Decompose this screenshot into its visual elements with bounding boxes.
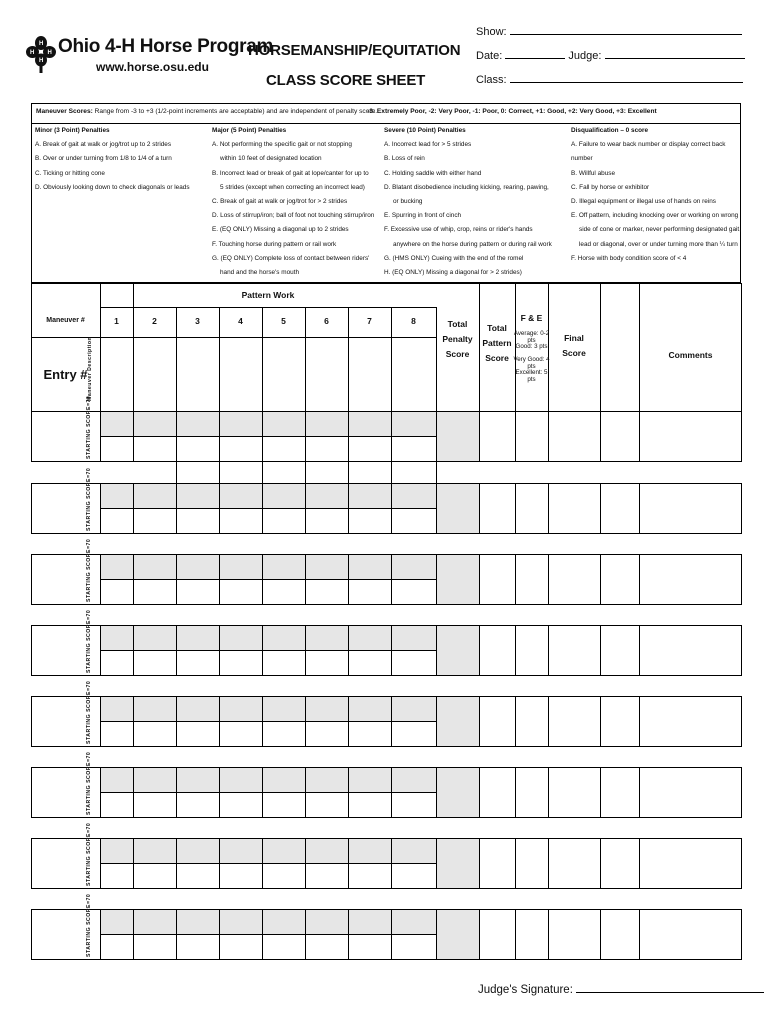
table-rule (31, 411, 32, 462)
severe-penalties (384, 124, 552, 280)
entry-mid-rule (100, 650, 436, 651)
table-rule (639, 696, 640, 747)
severe-item: F. Excessive use of whip, crop, reins or rider's hands (384, 226, 533, 234)
starting-score-label: STARTING SCORE=70 (86, 395, 92, 459)
maneuver-number: 5 (281, 316, 286, 326)
table-rule (741, 625, 742, 676)
table-rule (548, 909, 549, 960)
judge-signature-line[interactable] (576, 982, 764, 993)
shaded-cell (392, 484, 436, 508)
shaded-cell (349, 412, 391, 436)
table-rule (515, 625, 516, 676)
major-title: Major (5 Point) Penalties (212, 127, 287, 134)
table-rule (479, 909, 480, 960)
entry-mid-rule (100, 579, 436, 580)
table-rule (436, 625, 437, 676)
shaded-cell (177, 484, 219, 508)
table-rule (600, 411, 601, 462)
maneuver-scores-note (36, 108, 377, 115)
shaded-cell (306, 697, 348, 721)
starting-score-label: STARTING SCORE=70 (86, 680, 92, 744)
shaded-cell (177, 555, 219, 579)
shaded-cell (437, 910, 479, 959)
table-rule (639, 909, 640, 960)
table-rule (31, 767, 32, 818)
table-rule (548, 696, 549, 747)
shaded-cell (437, 555, 479, 604)
date-judge-field[interactable] (476, 48, 745, 62)
severe-item: E. Spurring in front of cinch (384, 212, 462, 220)
maneuver-score-scale: -3: Extremely Poor, -2: Very Poor, -1: Poor, 0: Correct, +1: Good, +2: Very Good, +3: Excellent (367, 108, 657, 115)
score-table (31, 283, 742, 993)
shaded-cell (177, 768, 219, 792)
final-score-label: Final (564, 333, 584, 343)
shaded-cell (392, 839, 436, 863)
table-rule (515, 554, 516, 605)
entry-block-bottom (31, 746, 742, 747)
dq-item: lead or diagonal, over or under turning more than ¼ turn (579, 240, 738, 248)
shaded-cell (134, 839, 176, 863)
table-rule (548, 483, 549, 534)
website: www.horse.osu.edu (96, 60, 209, 74)
entry-block-bottom (31, 817, 742, 818)
severe-item: H. (EQ ONLY) Missing a diagonal for > 2 strides) (384, 269, 522, 277)
table-rule (31, 625, 32, 676)
major-item: 5 strides (except when correcting an incorrect lead) (220, 183, 365, 191)
maneuver-number: 6 (324, 316, 329, 326)
entry-mid-rule (100, 436, 436, 437)
class-field[interactable] (476, 72, 743, 86)
shaded-cell (134, 697, 176, 721)
title-line-2: CLASS SCORE SHEET (266, 72, 426, 89)
shaded-cell (220, 484, 262, 508)
shaded-cell (101, 412, 133, 436)
class-line[interactable] (510, 72, 743, 83)
shaded-cell (349, 626, 391, 650)
total-pattern-label: Total (487, 323, 507, 333)
shaded-cell (177, 839, 219, 863)
judge-line[interactable] (605, 48, 745, 59)
shaded-cell (306, 768, 348, 792)
table-rule (31, 909, 32, 960)
dq-item: A. Failure to wear back number or display correct back (571, 141, 726, 149)
table-rule (515, 483, 516, 534)
shaded-cell (220, 626, 262, 650)
table-rule (479, 411, 480, 462)
table-rule (639, 838, 640, 889)
table-rule (600, 838, 601, 889)
table-rule (479, 696, 480, 747)
table-rule (639, 554, 640, 605)
shaded-cell (177, 626, 219, 650)
minor-item: B. Over or under turning from 1/8 to 1/4 of a turn (35, 155, 172, 163)
total-pattern-label: Pattern (482, 338, 512, 348)
table-rule (741, 767, 742, 818)
severe-item: G. (HMS ONLY) Cueing with the end of the romel (384, 254, 524, 262)
table-rule (515, 696, 516, 747)
shaded-cell (349, 768, 391, 792)
table-rule (548, 411, 549, 462)
starting-score-label: STARTING SCORE=70 (86, 751, 92, 815)
severe-item: C. Holding saddle with either hand (384, 169, 482, 177)
shaded-cell (220, 910, 262, 934)
dq-item: number (571, 155, 593, 163)
shaded-cell (306, 484, 348, 508)
show-field[interactable] (476, 24, 742, 38)
svg-text:H: H (39, 58, 44, 64)
shaded-cell (437, 484, 479, 533)
table-rule (600, 625, 601, 676)
major-item: E. (EQ ONLY) Missing a diagonal up to 2 strides (212, 226, 349, 234)
shaded-cell (134, 768, 176, 792)
entry-block-bottom (31, 959, 742, 960)
shaded-cell (263, 768, 305, 792)
shaded-cell (220, 555, 262, 579)
table-rule (436, 483, 437, 534)
shaded-cell (349, 697, 391, 721)
table-rule (600, 767, 601, 818)
shaded-cell (392, 697, 436, 721)
fe-line: Excellent: 5 pts (515, 369, 548, 383)
show-label: Show: (476, 26, 507, 38)
table-rule (436, 838, 437, 889)
maneuver-description-label: Maneuver Description (87, 336, 93, 401)
minor-penalties (35, 124, 190, 195)
starting-score-label: STARTING SCORE=70 (86, 822, 92, 886)
shaded-cell (177, 910, 219, 934)
entry-mid-rule (100, 508, 436, 509)
shaded-cell (306, 910, 348, 934)
dq-item: side of cone or marker, never performing designated gait, (579, 226, 741, 234)
maneuver-number: 4 (238, 316, 243, 326)
table-rule (548, 554, 549, 605)
entry-mid-rule (100, 792, 436, 793)
table-rule (436, 767, 437, 818)
shaded-cell (392, 768, 436, 792)
starting-score-label: STARTING SCORE=70 (86, 609, 92, 673)
maneuver-number: 2 (152, 316, 157, 326)
date-label: Date: (476, 50, 503, 62)
total-penalty-label: Score (445, 349, 470, 359)
maneuver-number: 1 (114, 316, 119, 326)
dq-title: Disqualification – 0 score (571, 127, 649, 134)
disqualifications (571, 124, 741, 266)
shaded-cell (134, 484, 176, 508)
table-rule (639, 483, 640, 534)
table-rule (479, 838, 480, 889)
dq-item: F. Horse with body condition score of < 4 (571, 254, 687, 262)
shaded-cell (306, 555, 348, 579)
show-line[interactable] (510, 24, 742, 35)
table-rule (31, 696, 32, 747)
severe-item: A. Incorrect lead for > 5 strides (384, 141, 472, 149)
shaded-cell (101, 768, 133, 792)
table-rule (436, 696, 437, 747)
shaded-cell (392, 412, 436, 436)
shaded-cell (263, 626, 305, 650)
shaded-cell (349, 555, 391, 579)
shaded-cell (263, 910, 305, 934)
table-rule (31, 483, 32, 534)
class-label: Class: (476, 74, 507, 86)
maneuver-number: 8 (411, 316, 416, 326)
severe-item: or bucking (393, 198, 423, 206)
total-penalty-label: Total (447, 319, 468, 329)
minor-item: C. Ticking or hitting cone (35, 169, 105, 177)
entry-mid-rule (100, 934, 436, 935)
shaded-cell (263, 412, 305, 436)
major-item: D. Loss of stirrup/iron; ball of foot not touching stirrup/iron (212, 212, 375, 220)
table-rule (639, 625, 640, 676)
table-rule (31, 283, 742, 284)
minor-item: D. Obviously looking down to check diagonals or leads (35, 183, 190, 191)
major-item: C. Break of gait at walk or jog/trot for > 2 strides (212, 198, 348, 206)
maneuver-scores-text: Range from -3 to +3 (1/2-point increments are acceptable) and are independent of penalty score. (94, 108, 378, 115)
shaded-cell (349, 839, 391, 863)
total-pattern-label: Score (485, 353, 509, 363)
dq-item: B. Willful abuse (571, 169, 616, 177)
table-rule (548, 625, 549, 676)
table-rule (479, 625, 480, 676)
fe-line: Average: 0-2 pts (513, 330, 550, 344)
major-item: F. Touching horse during pattern or rail work (212, 240, 337, 248)
entry-block-bottom (31, 604, 742, 605)
shaded-cell (101, 626, 133, 650)
table-rule (479, 767, 480, 818)
shaded-cell (263, 555, 305, 579)
table-rule (741, 411, 742, 462)
table-rule (548, 838, 549, 889)
entry-mid-rule (100, 721, 436, 722)
entry-label: Entry # (43, 367, 88, 382)
comments-label: Comments (668, 350, 713, 360)
shaded-cell (101, 910, 133, 934)
major-item: B. Incorrect lead or break of gait at lope/canter for up to (212, 169, 369, 177)
table-rule (31, 554, 32, 605)
shaded-cell (392, 626, 436, 650)
fe-title: F & E (520, 313, 543, 323)
table-rule (600, 554, 601, 605)
entry-block-bottom (31, 533, 742, 534)
starting-score-label: STARTING SCORE=70 (86, 538, 92, 602)
shaded-cell (349, 910, 391, 934)
table-rule (600, 909, 601, 960)
table-rule (548, 767, 549, 818)
maneuver-number: 7 (367, 316, 372, 326)
final-score-label: Score (562, 348, 586, 358)
shaded-cell (134, 555, 176, 579)
table-rule (741, 483, 742, 534)
table-rule (515, 838, 516, 889)
fe-line: Very Good: 4 pts (513, 356, 550, 370)
shaded-cell (220, 412, 262, 436)
svg-text:H: H (47, 50, 52, 56)
shaded-cell (101, 555, 133, 579)
severe-title: Severe (10 Point) Penalties (384, 127, 466, 134)
shaded-cell (101, 484, 133, 508)
table-rule (515, 767, 516, 818)
minor-item: A. Break of gait at walk or jog/trot up to 2 strides (35, 141, 172, 149)
major-item: A. Not performing the specific gait or not stopping (212, 141, 352, 149)
table-rule (741, 838, 742, 889)
dq-item: D. Illegal equipment or illegal use of hands on reins (571, 198, 716, 206)
table-rule (436, 909, 437, 960)
judge-signature-label: Judge's Signature: (478, 984, 573, 996)
major-item: hand and the horse's mouth (220, 269, 300, 277)
shaded-cell (263, 484, 305, 508)
shaded-cell (263, 697, 305, 721)
table-rule (600, 696, 601, 747)
dq-item: C. Fall by horse or exhibitor (571, 183, 650, 191)
entry-block-bottom (31, 888, 742, 889)
shaded-cell (101, 839, 133, 863)
major-item: within 10 feet of designated location (220, 155, 322, 163)
table-rule (515, 411, 516, 462)
pattern-work-label: Pattern Work (241, 290, 295, 300)
starting-score-label: STARTING SCORE=70 (86, 893, 92, 957)
major-item: G. (EQ ONLY) Complete loss of contact between riders' (212, 254, 370, 262)
shaded-cell (134, 412, 176, 436)
judge-label: Judge: (568, 50, 602, 62)
minor-title: Minor (3 Point) Penalties (35, 127, 110, 134)
table-rule (600, 483, 601, 534)
maneuver-number-label: Maneuver # (46, 317, 85, 324)
4h-clover-logo (26, 34, 56, 74)
shaded-cell (306, 412, 348, 436)
entry-block-bottom (31, 461, 742, 462)
starting-score-label: STARTING SCORE=70 (86, 467, 92, 531)
shaded-cell (263, 839, 305, 863)
table-rule (479, 554, 480, 605)
shaded-cell (306, 839, 348, 863)
severe-item: B. Loss of rein (384, 155, 425, 163)
table-rule (741, 696, 742, 747)
maneuver-scores-label: Maneuver Scores: (36, 108, 93, 115)
shaded-cell (220, 839, 262, 863)
entry-block-bottom (31, 675, 742, 676)
shaded-cell (220, 697, 262, 721)
judge-signature[interactable] (478, 982, 764, 996)
table-rule (31, 838, 32, 889)
table-rule (639, 411, 640, 462)
shaded-cell (177, 412, 219, 436)
major-penalties (212, 124, 374, 280)
table-rule (436, 411, 437, 462)
shaded-cell (437, 839, 479, 888)
shaded-cell (306, 626, 348, 650)
shaded-cell (220, 768, 262, 792)
entry-mid-rule (100, 863, 436, 864)
shaded-cell (437, 626, 479, 675)
shaded-cell (437, 412, 479, 461)
shaded-cell (134, 626, 176, 650)
total-penalty-label: Penalty (442, 334, 473, 344)
severe-item: D. Blatant disobedience including kicking, rearing, pawing, (384, 183, 549, 191)
shaded-cell (437, 697, 479, 746)
severe-item: anywhere on the horse during pattern or during rail work (393, 240, 552, 248)
table-rule (741, 554, 742, 605)
table-rule (639, 767, 640, 818)
maneuver-number: 3 (195, 316, 200, 326)
shaded-cell (392, 910, 436, 934)
shaded-cell (177, 697, 219, 721)
dq-item: E. Off pattern, including knocking over or working on wrong (571, 212, 739, 220)
fe-line: Good: 3 pts (515, 343, 548, 350)
org-name: Ohio 4-H Horse Program (58, 36, 274, 57)
table-rule (100, 307, 436, 308)
shaded-cell (349, 484, 391, 508)
shaded-cell (437, 768, 479, 817)
table-rule (515, 909, 516, 960)
svg-text:H: H (30, 50, 35, 56)
shaded-cell (392, 555, 436, 579)
shaded-cell (134, 910, 176, 934)
svg-text:H: H (39, 41, 44, 47)
date-line[interactable] (505, 48, 565, 59)
table-rule (741, 909, 742, 960)
table-rule (436, 554, 437, 605)
table-rule (479, 483, 480, 534)
title-line-1: HORSEMANSHIP/EQUITATION (248, 42, 461, 59)
shaded-cell (101, 697, 133, 721)
